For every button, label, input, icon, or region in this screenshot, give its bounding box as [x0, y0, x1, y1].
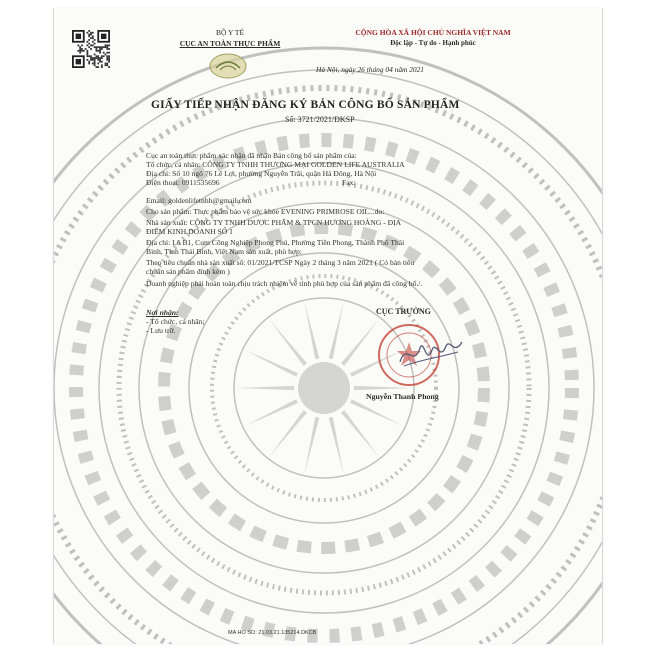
drum-star-ray — [245, 399, 298, 426]
body-line: Cục an toàn thực phẩm xác nhận đã nhận Bản công bố sản phẩm của: — [146, 151, 357, 160]
recipient-item: - Tổ chức, cá nhân; — [146, 317, 205, 326]
place-date: Hà Nội, ngày 26 tháng 04 năm 2021 — [316, 65, 424, 74]
agency-name: CỤC AN TOÀN THỰC PHẨM — [179, 39, 281, 48]
drum-watermark-icon — [53, 38, 603, 644]
qr-code-icon — [72, 30, 110, 68]
drum-star-ray — [329, 302, 344, 359]
body-line: Điện thoại: 0911535696 — [146, 178, 220, 187]
document-number: Số: 3721/2021/ĐKSP — [285, 115, 355, 124]
body-line: Cho sản phẩm: Thực phẩm bảo vệ sức khỏe EVENING PRIMROSE OIL...do: — [146, 207, 385, 216]
body-line: Nhà sản xuất: CÔNG TY TNHH DƯỢC PHẨM & TPCN HƯƠNG HOÀNG - ĐỊA — [146, 218, 402, 227]
document-page — [53, 8, 603, 644]
body-line: Bình, Tỉnh Thái Bình, Việt Nam sản xuất, phù hợp: — [146, 247, 302, 256]
drum-star-ray — [269, 410, 307, 457]
fax-label: Fax: — [342, 178, 356, 187]
ministry-name: BỘ Y TẾ — [215, 28, 245, 37]
drum-star-ray — [236, 386, 294, 390]
drum-star-ray — [329, 417, 344, 474]
signer-title: CỤC TRƯỞNG — [376, 307, 431, 316]
recipient-item: - Lưu trữ. — [146, 326, 176, 335]
body-line: Địa chỉ: Số 10 ngõ 76 Lê Lợi, phường Nguyễn Trãi, quận Hà Đông, Hà Nội — [146, 169, 377, 178]
drum-star-ray — [304, 302, 319, 359]
drum-center — [298, 362, 350, 414]
signer-name: Nguyễn Thanh Phong — [366, 392, 439, 401]
drum-star-ray — [350, 399, 403, 426]
body-line: Theo tiêu chuẩn nhà sản xuất số: 01/2021/TCSP Ngày 2 tháng 3 năm 2021 ( Có bản tiêu — [146, 258, 415, 267]
drum-star-ray — [245, 350, 298, 377]
drum-star-ray — [269, 319, 307, 366]
ministry-logo-icon — [208, 52, 248, 80]
body-line: ĐIỂM KINH DOANH SỐ 1 — [146, 227, 233, 236]
document-title: GIẤY TIẾP NHẬN ĐĂNG KÝ BẢN CÔNG BỐ SẢN PHẨM — [151, 99, 460, 111]
body-line: chuẩn sản phẩm đính kèm ) — [146, 267, 230, 276]
recipients-heading: Nơi nhận: — [146, 308, 179, 317]
national-motto: Độc lập - Tự do - Hạnh phúc — [390, 39, 476, 47]
drum-star-ray — [304, 417, 319, 474]
country-name: CỘNG HÒA XÃ HỘI CHỦ NGHĨA VIỆT NAM — [355, 28, 511, 37]
drum-star-ray — [341, 410, 379, 457]
handwritten-signature-icon — [396, 332, 466, 377]
record-code: MA HO SO: 21.03.21.135214.DKCB — [228, 630, 317, 636]
body-line: Doanh nghiệp phải hoàn toàn chịu trách nhiệm về tính phù hợp của sản phẩm đã công bố./. — [146, 279, 423, 288]
body-line: Email: goldenlifetnhh@gmail.com — [146, 196, 252, 205]
body-line: Tổ chức, cá nhân: CÔNG TY TNHH THƯƠNG MẠI GOLDEN LIFE AUSTRALIA — [146, 160, 405, 169]
body-line: Địa chỉ: Lô B1, Cụm Công Nghiệp Phong Phú, Phường Tiền Phong, Thành Phố Thái — [146, 238, 405, 247]
